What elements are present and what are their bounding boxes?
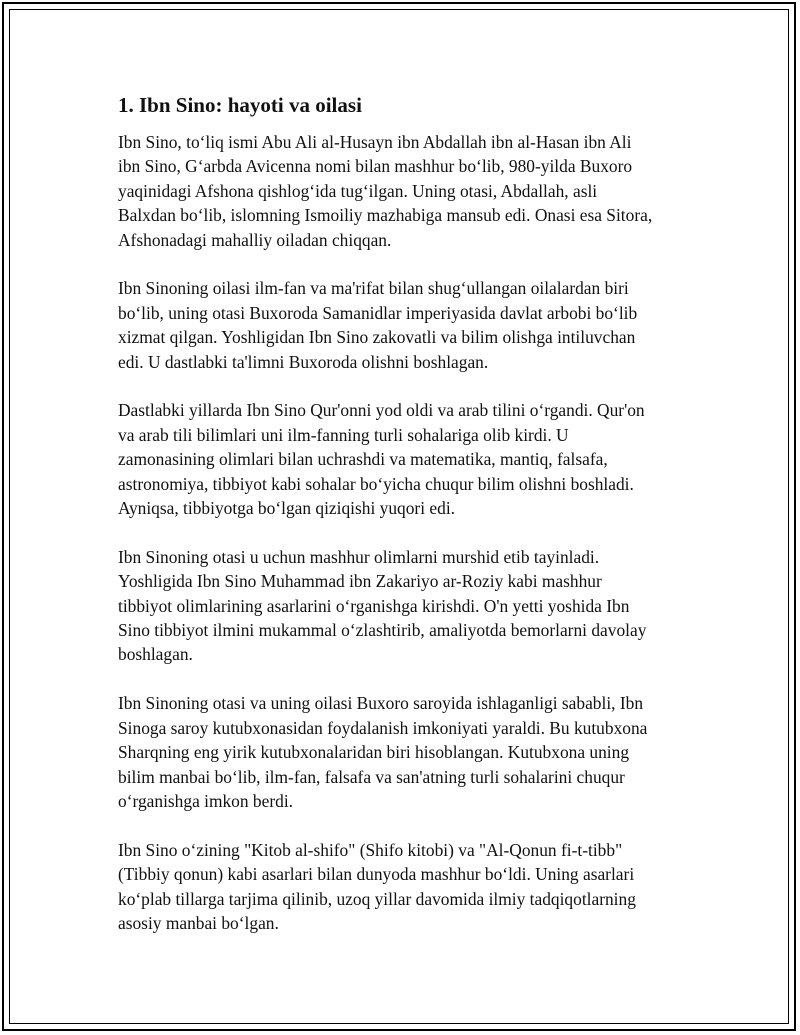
paragraph-line: Yoshligida Ibn Sino Muhammad ibn Zakariyo ar-Roziy kabi mashhur xyxy=(118,571,602,592)
section-heading: 1. Ibn Sino: hayoti va oilasi xyxy=(118,93,362,117)
paragraph-line: ko‘plab tillarga tarjima qilinib, uzoq yillar davomida ilmiy tadqiqotlarning xyxy=(118,888,636,909)
paragraph-line: Afshonadagi mahalliy oiladan chiqqan. xyxy=(118,229,392,250)
paragraph-line: Ibn Sinoning otasi va uning oilasi Buxoro saroyida ishlaganligi sababli, Ibn xyxy=(118,693,644,714)
paragraph-family xyxy=(118,276,698,374)
paragraph-line: va arab tili bilimlari uni ilm-fanning turli sohalariga olib kirdi. U xyxy=(118,424,569,445)
paragraph-line: o‘rganishga imkon berdi. xyxy=(118,790,294,811)
paragraph-line: Ibn Sinoning oilasi ilm-fan va ma'rifat bilan shug‘ullangan oilalardan biri xyxy=(118,278,629,299)
paragraph-line: Ayniqsa, tibbiyotga bo‘lgan qiziqishi yuqori edi. xyxy=(118,498,455,519)
paragraph-line: (Tibbiy qonun) kabi asarlari bilan dunyoda mashhur bo‘ldi. Uning asarlari xyxy=(118,864,635,885)
paragraph-line: Ibn Sinoning otasi u uchun mashhur olimlarni murshid etib tayinladi. xyxy=(118,546,600,567)
paragraph-early-years xyxy=(118,398,698,520)
paragraph-line: xizmat qilgan. Yoshligidan Ibn Sino zakovatli va bilim olishga intiluvchan xyxy=(118,327,636,348)
paragraph-line: yaqinidagi Afshona qishlog‘ida tug‘ilgan. Uning otasi, Abdallah, asli xyxy=(118,180,598,201)
paragraph-line: zamonasining olimlari bilan uchrashdi va matematika, mantiq, falsafa, xyxy=(118,449,608,470)
paragraph-line: bilim manbai bo‘lib, ilm-fan, falsafa va san'atning turli sohalarini chuqur xyxy=(118,766,625,787)
document-body xyxy=(118,92,698,960)
paragraph-line: Ibn Sino, to‘liq ismi Abu Ali al-Husayn ibn Abdallah ibn al-Hasan ibn Ali xyxy=(118,132,632,152)
paragraph-line: Dastlabki yillarda Ibn Sino Qur'onni yod oldi va arab tilini o‘rgandi. Qur'on xyxy=(118,400,645,421)
paragraph-line: tibbiyot olimlarining asarlarini o‘rganishga kirishdi. O'n yetti yoshida Ibn xyxy=(118,595,630,616)
paragraph-line: astronomiya, tibbiyot kabi sohalar bo‘yicha chuqur bilim olishni boshladi. xyxy=(118,473,634,494)
paragraph-line: Balxdan bo‘lib, islomning Ismoiliy mazhabiga mansub edi. Onasi esa Sitora, xyxy=(118,205,653,226)
paragraph-line: Sinoga saroy kutubxonasidan foydalanish imkoniyati yaraldi. Bu kutubxona xyxy=(118,717,648,738)
paragraph-line: boshlagan. xyxy=(118,644,193,665)
paragraph-library xyxy=(118,691,698,813)
paragraph-line: Sino tibbiyot ilmini mukammal o‘zlashtirib, amaliyotda bemorlarni davolay xyxy=(118,620,647,641)
paragraph-works xyxy=(118,838,698,936)
paragraph-birth xyxy=(118,130,698,252)
paragraph-line: asosiy manbai bo‘lgan. xyxy=(118,912,279,933)
paragraph-line: bo‘lib, uning otasi Buxoroda Samanidlar imperiyasida davlat arbobi bo‘lib xyxy=(118,302,638,323)
paragraph-mentors xyxy=(118,545,698,667)
paragraph-line: Sharqning eng yirik kutubxonalaridan biri hisoblangan. Kutubxona uning xyxy=(118,742,630,763)
paragraph-line: ibn Sino, G‘arbda Avicenna nomi bilan mashhur bo‘lib, 980-yilda Buxoro xyxy=(118,156,633,177)
paragraph-line: Ibn Sino o‘zining "Kitob al-shifo" (Shifo kitobi) va "Al-Qonun fi-t-tibb" xyxy=(118,839,623,860)
paragraph-line: edi. U dastlabki ta'limni Buxoroda olishni boshlagan. xyxy=(118,351,489,372)
